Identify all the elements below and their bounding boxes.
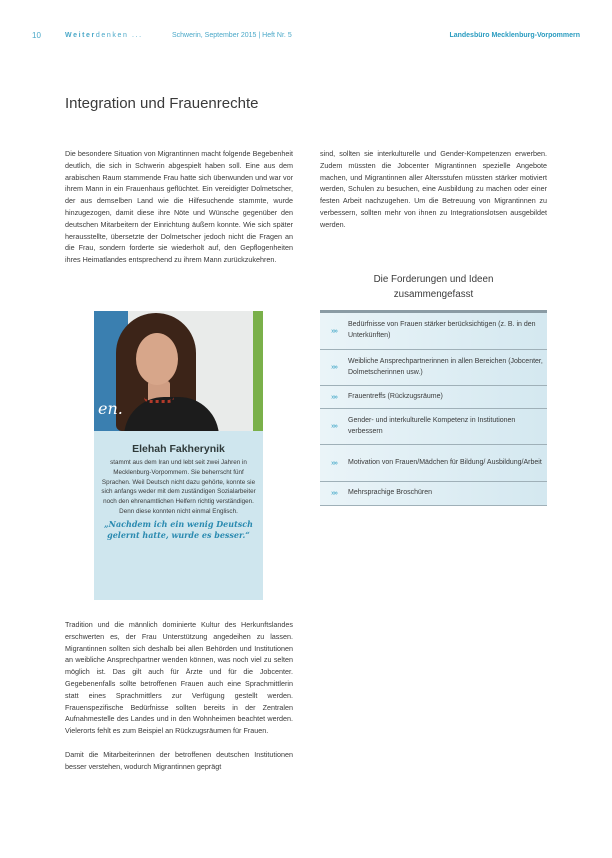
- demands-title: [320, 273, 547, 302]
- photo-background-right: [253, 311, 263, 431]
- double-arrow-icon: »»: [331, 393, 337, 401]
- list-item: [320, 313, 547, 350]
- double-arrow-icon: »»: [331, 459, 337, 467]
- demand-label: Motivation von Frauen/Mädchen für Bildung/ Ausbildung/Arbeit: [348, 458, 542, 466]
- double-arrow-icon: »»: [331, 327, 337, 335]
- paragraph-intro: Die besondere Situation von Migrantinnen macht folgende Begebenheit deutlich, die sich in Schwerin abgespielt haben soll. Eine aus dem arabischen Raum stammende Frau hatte sich überwunden und war vor ihrem Mann in ein Frauenhaus geflüchtet. Ein vereidigter Dolmetscher, der aus demselben Land wie die Hilfesuchende stammte, wurde hinzugezogen, damit diese ihre Nöte und Wünsche gegenüber den deutschen Mitarbeitern der Einrichtung äußern konnte. Wie sich später herausstellte, übersetzte der Dolmetscher jedoch nicht die Fragen an die Frau, sondern forderte sie wiederholt auf, den Gepflogenheiten ihres Heimatlandes entsprechend zu ihrem Mann zurückzukehren.: [65, 149, 293, 265]
- profile-name: Elehah Fakherynik: [132, 443, 225, 455]
- page-header: [32, 31, 580, 43]
- issue-info: Schwerin, September 2015 | Heft Nr. 5: [172, 32, 292, 39]
- double-arrow-icon: »»: [331, 364, 337, 371]
- demand-label: Weibliche Ansprechpartnerinnen in allen Bereichen (Jobcenter, Dolmetscherinnen usw.): [348, 357, 543, 376]
- profile-box: [94, 431, 263, 600]
- portrait-necklace: [144, 397, 174, 403]
- demand-label: Frauentreffs (Rückzugsräume): [348, 392, 443, 400]
- double-arrow-icon: »»: [331, 423, 337, 430]
- portrait-face: [136, 333, 178, 385]
- demand-label: Mehrsprachige Broschüren: [348, 489, 433, 497]
- portrait-photo: [94, 311, 263, 431]
- article-title: Integration und Frauenrechte: [65, 95, 259, 112]
- page-number: 10: [32, 31, 41, 40]
- paragraph-continuation: sind, sollten sie interkulturelle und Gender-Kompetenzen erwerben. Zudem müssten die Jobcenter Migrantinnen spezielle Angebote machen, und Migrantinnen aller Altersstufen müssten stärker motiviert werden, Schulen zu besuchen, eine Ausbildung zu machen oder einer festen Arbeit nachzugehen. Um die Betreuung von Migrantinnen zu verbessern, sollten mehr von ihnen zu Integrationslotsen ausgebildet werden.: [320, 149, 547, 229]
- list-item: [320, 386, 547, 409]
- demands-title-line2: zusammengefasst: [393, 288, 474, 300]
- demands-title-line1: Die Forderungen und Ideen: [373, 274, 494, 285]
- article-column-right: [320, 148, 547, 231]
- list-item: [320, 350, 547, 386]
- article-column-left-bottom: [65, 619, 293, 773]
- publication-name: [65, 32, 143, 39]
- demand-label: Bedürfnisse von Frauen stärker berücksichtigen (z. B. in den Unterkünften): [348, 321, 536, 339]
- double-arrow-icon: »»: [331, 490, 337, 497]
- demand-label: Gender- und interkulturelle Kompetenz in Institutionen verbessern: [348, 416, 516, 435]
- list-item: [320, 445, 547, 482]
- demands-list: [320, 310, 547, 506]
- office-name: Landesbüro Mecklenburg-Vorpommern: [449, 32, 580, 39]
- list-item: [320, 409, 547, 445]
- publication-name-rest: denken ...: [95, 32, 143, 39]
- profile-quote: „Nachdem ich ein wenig Deutsch gelernt hatte, wurde es besser.“: [104, 518, 253, 540]
- paragraph-tradition: Tradition und die männlich dominierte Kultur des Herkunftslandes erschwerten es, der Frau Unterstützung angedeihen zu lassen. Migrantinnen sollten sich deshalb bei allen Behörden und Institutionen an weibliche Ansprechpartner wenden können, was noch viel zu selten möglich ist. Das gilt auch für Ärzte und für die Jobcenter. Gegebenenfalls sollte betroffenen Frauen auch eine Sprachmittlerin statt eines Sprachmittlers zur Verfügung gestellt werden. Frauenspezifische Bedürfnisse sollten bereits in der Zentralen Aufnahmestelle des Landes und in den Wohnheimen beachtet werden. Vielerorts fehlt es zum Beispiel an Rückzugsräumen für Frauen.: [65, 620, 293, 736]
- article-column-left-top: [65, 148, 293, 266]
- demands-box: [320, 273, 547, 506]
- publication-name-bold: Weiter: [65, 32, 96, 39]
- profile-bio: stammt aus dem Iran und lebt seit zwei Jahren in Mecklenburg-Vorpommern. Sie beherrscht fünf Sprachen. Weil Deutsch nicht dazu gehörte, konnte sie sich anfangs weder mit dem zuständigen Sozialarbeiter noch den ehrenamtlichen Helfern richtig verständigen. Denn diese konnten nicht einmal Englisch.: [101, 459, 256, 515]
- list-item: [320, 482, 547, 506]
- photo-sign-text: en.: [98, 399, 123, 418]
- paragraph-understanding: Damit die Mitarbeiterinnen der betroffenen deutschen Institutionen besser verstehen, wodurch Migrantinnen geprägt: [65, 749, 293, 771]
